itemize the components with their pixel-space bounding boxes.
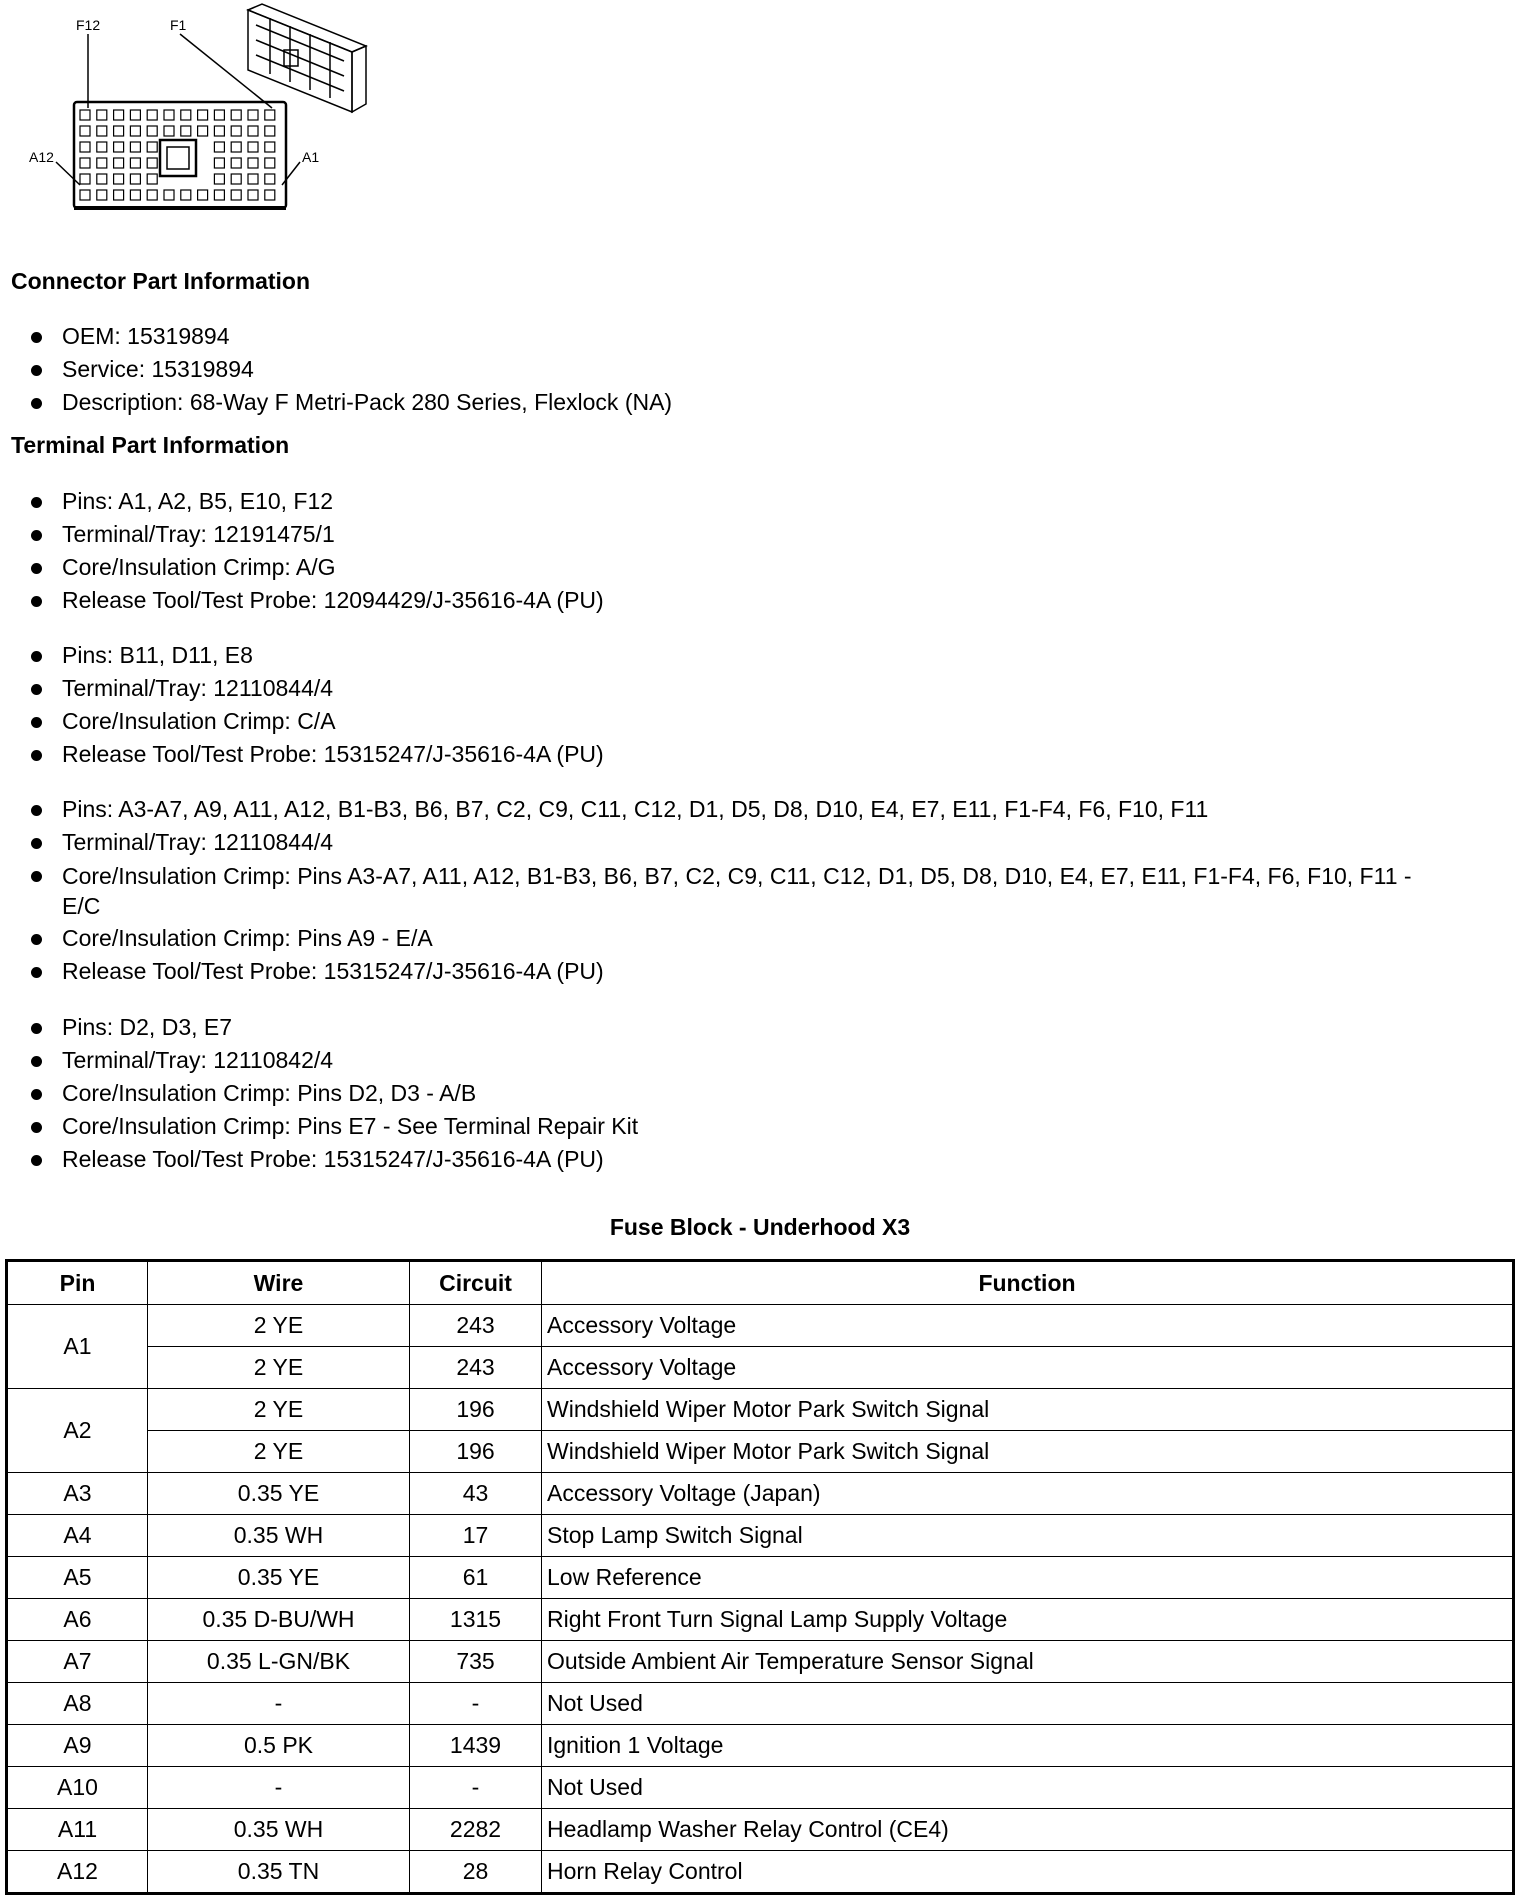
cell-wire: 2 YE: [148, 1305, 410, 1347]
list-item: Description: 68-Way F Metri-Pack 280 Series, Flexlock (NA): [0, 386, 1420, 419]
list-item: Core/Insulation Crimp: Pins A9 - E/A: [0, 922, 1420, 955]
pin-cavity: [214, 142, 224, 152]
cell-circuit: 196: [410, 1389, 542, 1431]
pin-cavity: [97, 142, 107, 152]
list-item: Terminal/Tray: 12110842/4: [0, 1044, 1420, 1077]
pin-cavity: [214, 126, 224, 136]
pin-cavity: [114, 158, 124, 168]
cell-circuit: 1439: [410, 1725, 542, 1767]
cell-wire: -: [148, 1767, 410, 1809]
cell-function: Accessory Voltage: [542, 1305, 1514, 1347]
cell-circuit: -: [410, 1683, 542, 1725]
pin-cavity: [114, 126, 124, 136]
pin-cavity: [114, 110, 124, 120]
pin-cavity: [265, 158, 275, 168]
pin-cavity: [80, 158, 90, 168]
table-row: [7, 1767, 1514, 1809]
terminal-group-1: [0, 485, 1420, 617]
cell-function: Ignition 1 Voltage: [542, 1725, 1514, 1767]
pin-cavity: [214, 158, 224, 168]
pin-cavity: [265, 126, 275, 136]
connector-body: [74, 102, 286, 208]
list-item: Core/Insulation Crimp: C/A: [0, 705, 1420, 738]
leader-a1: [282, 162, 300, 185]
pin-cavity: [97, 126, 107, 136]
pin-cavity: [181, 126, 191, 136]
cell-circuit: 1315: [410, 1599, 542, 1641]
cell-function: Accessory Voltage: [542, 1347, 1514, 1389]
center-key-inner: [167, 147, 189, 169]
pin-cavity: [130, 142, 140, 152]
cell-pin: A1: [7, 1305, 148, 1389]
list-item: Pins: B11, D11, E8: [0, 639, 1420, 672]
cell-wire: 0.35 TN: [148, 1851, 410, 1894]
table-row: [7, 1725, 1514, 1767]
pin-cavity: [147, 158, 157, 168]
list-item: Core/Insulation Crimp: Pins E7 - See Terminal Repair Kit: [0, 1110, 1420, 1143]
cell-pin: A6: [7, 1599, 148, 1641]
pin-grid: [80, 110, 275, 200]
table-row: [7, 1515, 1514, 1557]
cell-function: Not Used: [542, 1767, 1514, 1809]
pin-cavity: [130, 126, 140, 136]
center-key-outer: [160, 140, 196, 176]
terminal-group-4: [0, 1011, 1420, 1176]
cell-wire: 0.35 L-GN/BK: [148, 1641, 410, 1683]
pin-cavity: [147, 126, 157, 136]
cell-pin: A10: [7, 1767, 148, 1809]
pin-cavity: [147, 174, 157, 184]
cell-pin: A4: [7, 1515, 148, 1557]
pin-cavity: [97, 158, 107, 168]
label-a12: A12: [29, 149, 54, 165]
table-row: [7, 1641, 1514, 1683]
table-title: Fuse Block - Underhood X3: [609, 1214, 911, 1240]
connector-info-list: [0, 320, 1420, 419]
leader-f1: [180, 34, 272, 108]
list-item: Terminal/Tray: 12110844/4: [0, 826, 1420, 859]
pin-cavity: [248, 142, 258, 152]
cell-wire: 2 YE: [148, 1389, 410, 1431]
pin-cavity: [164, 110, 174, 120]
pin-cavity: [80, 142, 90, 152]
cell-pin: A7: [7, 1641, 148, 1683]
pin-cavity: [231, 174, 241, 184]
pin-cavity: [214, 110, 224, 120]
list-item: Terminal/Tray: 12191475/1: [0, 518, 1420, 551]
pin-cavity: [231, 190, 241, 200]
pin-cavity: [198, 190, 208, 200]
table-row: [7, 1683, 1514, 1725]
pin-cavity: [231, 110, 241, 120]
list-item: Release Tool/Test Probe: 12094429/J-35616-4A (PU): [0, 584, 1420, 617]
cell-function: Headlamp Washer Relay Control (CE4): [542, 1809, 1514, 1851]
cell-wire: 0.35 YE: [148, 1557, 410, 1599]
list-item: Service: 15319894: [0, 353, 1420, 386]
cell-pin: A8: [7, 1683, 148, 1725]
list-item: Release Tool/Test Probe: 15315247/J-35616-4A (PU): [0, 1143, 1420, 1176]
cell-function: Low Reference: [542, 1557, 1514, 1599]
pin-cavity: [114, 142, 124, 152]
pin-cavity: [181, 190, 191, 200]
cell-pin: A9: [7, 1725, 148, 1767]
cell-function: Horn Relay Control: [542, 1851, 1514, 1894]
connector-info-title: Connector Part Information: [11, 268, 311, 294]
pin-cavity: [147, 190, 157, 200]
cell-wire: 0.35 WH: [148, 1809, 410, 1851]
cell-function: Stop Lamp Switch Signal: [542, 1515, 1514, 1557]
terminal-info-title: Terminal Part Information: [11, 432, 290, 458]
pin-cavity: [198, 110, 208, 120]
pin-cavity: [164, 190, 174, 200]
cell-wire: 0.35 YE: [148, 1473, 410, 1515]
pin-cavity: [248, 174, 258, 184]
pin-cavity: [231, 158, 241, 168]
table-header-row: [7, 1261, 1514, 1305]
cell-circuit: -: [410, 1767, 542, 1809]
cell-circuit: 196: [410, 1431, 542, 1473]
pin-cavity: [248, 158, 258, 168]
cell-circuit: 2282: [410, 1809, 542, 1851]
cell-function: Right Front Turn Signal Lamp Supply Voltage: [542, 1599, 1514, 1641]
cell-function: Accessory Voltage (Japan): [542, 1473, 1514, 1515]
header-function: Function: [542, 1261, 1514, 1305]
pin-cavity: [265, 142, 275, 152]
table-row: [7, 1431, 1514, 1473]
table-row: [7, 1347, 1514, 1389]
pin-cavity: [147, 142, 157, 152]
cell-wire: 0.35 WH: [148, 1515, 410, 1557]
cell-pin: A3: [7, 1473, 148, 1515]
pin-cavity: [248, 110, 258, 120]
table-row: [7, 1809, 1514, 1851]
cell-wire: -: [148, 1683, 410, 1725]
label-a1: A1: [302, 149, 320, 165]
cell-circuit: 243: [410, 1305, 542, 1347]
pin-cavity: [214, 174, 224, 184]
leader-a12: [56, 162, 80, 185]
pin-cavity: [147, 110, 157, 120]
pin-cavity: [97, 190, 107, 200]
list-item: Release Tool/Test Probe: 15315247/J-35616-4A (PU): [0, 738, 1420, 771]
pin-cavity: [265, 174, 275, 184]
list-item: Core/Insulation Crimp: Pins D2, D3 - A/B: [0, 1077, 1420, 1110]
cell-function: Windshield Wiper Motor Park Switch Signal: [542, 1389, 1514, 1431]
table-row: [7, 1305, 1514, 1347]
cell-circuit: 735: [410, 1641, 542, 1683]
cell-circuit: 43: [410, 1473, 542, 1515]
list-item: Core/Insulation Crimp: Pins A3-A7, A11, A12, B1-B3, B6, B7, C2, C9, C11, C12, D1, D5, D8, D10, E4, E7, E11, F1-F4, F6, F10, F11 - E/C: [0, 859, 1420, 922]
cell-circuit: 61: [410, 1557, 542, 1599]
pin-cavity: [248, 126, 258, 136]
terminal-group-2: [0, 639, 1420, 771]
label-f12: F12: [76, 17, 101, 33]
terminal-group-3: [0, 793, 1420, 988]
list-item: Pins: D2, D3, E7: [0, 1011, 1420, 1044]
pin-cavity: [130, 110, 140, 120]
table-row: [7, 1599, 1514, 1641]
header-circuit: Circuit: [410, 1261, 542, 1305]
table-row: [7, 1851, 1514, 1894]
list-item: OEM: 15319894: [0, 320, 1420, 353]
pin-cavity: [114, 174, 124, 184]
cell-wire: 2 YE: [148, 1347, 410, 1389]
pin-cavity: [114, 190, 124, 200]
pin-cavity: [130, 190, 140, 200]
pin-cavity: [97, 110, 107, 120]
cell-function: Not Used: [542, 1683, 1514, 1725]
table-row: [7, 1473, 1514, 1515]
pin-cavity: [97, 174, 107, 184]
pin-cavity: [231, 142, 241, 152]
label-f1: F1: [170, 17, 187, 33]
pin-cavity: [130, 158, 140, 168]
pin-cavity: [80, 126, 90, 136]
cell-circuit: 28: [410, 1851, 542, 1894]
pin-cavity: [248, 190, 258, 200]
list-item: Pins: A1, A2, B5, E10, F12: [0, 485, 1420, 518]
table-row: [7, 1557, 1514, 1599]
list-item: Release Tool/Test Probe: 15315247/J-35616-4A (PU): [0, 955, 1420, 988]
cell-circuit: 243: [410, 1347, 542, 1389]
cell-pin: A11: [7, 1809, 148, 1851]
table-row: [7, 1389, 1514, 1431]
cell-wire: 0.35 D-BU/WH: [148, 1599, 410, 1641]
pin-cavity: [265, 190, 275, 200]
pin-cavity: [80, 190, 90, 200]
cell-wire: 2 YE: [148, 1431, 410, 1473]
connector-diagram: [0, 0, 380, 215]
list-item: Core/Insulation Crimp: A/G: [0, 551, 1420, 584]
pin-cavity: [80, 110, 90, 120]
pin-cavity: [181, 110, 191, 120]
cell-function: Outside Ambient Air Temperature Sensor Signal: [542, 1641, 1514, 1683]
pin-cavity: [231, 126, 241, 136]
cell-function: Windshield Wiper Motor Park Switch Signal: [542, 1431, 1514, 1473]
pin-cavity: [265, 110, 275, 120]
connector-3d-view: [248, 4, 366, 112]
pin-cavity: [80, 174, 90, 184]
pin-cavity: [164, 126, 174, 136]
cell-circuit: 17: [410, 1515, 542, 1557]
cell-wire: 0.5 PK: [148, 1725, 410, 1767]
pin-cavity: [214, 190, 224, 200]
cell-pin: A12: [7, 1851, 148, 1894]
header-wire: Wire: [148, 1261, 410, 1305]
list-item: Terminal/Tray: 12110844/4: [0, 672, 1420, 705]
header-pin: Pin: [7, 1261, 148, 1305]
cell-pin: A2: [7, 1389, 148, 1473]
pin-cavity: [198, 126, 208, 136]
cell-pin: A5: [7, 1557, 148, 1599]
pinout-table: [5, 1259, 1515, 1895]
list-item: Pins: A3-A7, A9, A11, A12, B1-B3, B6, B7, C2, C9, C11, C12, D1, D5, D8, D10, E4, E7, E11, F1-F4, F6, F10, F11: [0, 793, 1420, 826]
pin-cavity: [130, 174, 140, 184]
